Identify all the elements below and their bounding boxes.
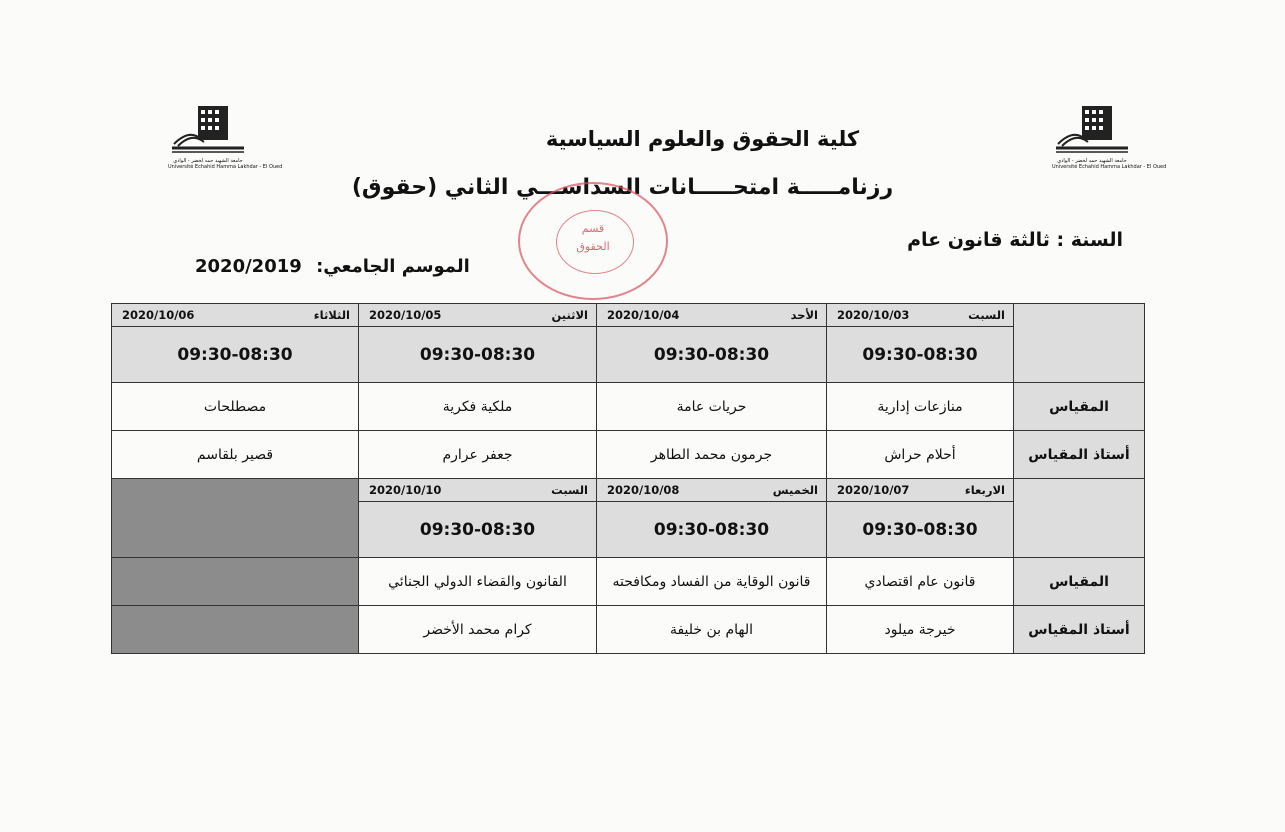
teacher-label-cell: أستاذ المقياس <box>1014 606 1145 654</box>
season-caption: الموسم الجامعي: <box>316 256 470 277</box>
logo-caption: جامعة الشهيد حمه لخضر - الوادي Université Echahid Hamma Lakhdar - El Oued <box>1052 158 1167 170</box>
time-cell: 09:30-08:30 <box>359 502 597 558</box>
table-row-teachers-week1 <box>112 431 1145 479</box>
stamp-text-1: قسم <box>581 222 605 235</box>
day-header-cell: 2020/10/07 الاربعاء <box>827 479 1014 502</box>
teacher-cell: كرام محمد الأخضر <box>359 606 597 654</box>
teacher-cell: خيرجة ميلود <box>827 606 1014 654</box>
empty-dark-cell <box>112 606 359 654</box>
time-cell: 09:30-08:30 <box>112 327 359 383</box>
table-row-subjects-week1 <box>112 383 1145 431</box>
day-header-cell: 2020/10/03 السبت <box>827 304 1014 327</box>
time-cell: 09:30-08:30 <box>827 502 1014 558</box>
day-header-cell: 2020/10/04 الأحد <box>597 304 827 327</box>
year-label: السنة : ثالثة قانون عام <box>907 229 1123 251</box>
teacher-cell: جعفر عرارم <box>359 431 597 479</box>
time-cell: 09:30-08:30 <box>359 327 597 383</box>
time-cell: 09:30-08:30 <box>597 502 827 558</box>
table-row-teachers-week2 <box>112 606 1145 654</box>
corner-cell <box>1014 304 1145 383</box>
time-cell: 09:30-08:30 <box>597 327 827 383</box>
empty-dark-cell <box>112 479 359 558</box>
day-header-cell: 2020/10/08 الخميس <box>597 479 827 502</box>
corner-cell <box>1014 479 1145 558</box>
empty-dark-cell <box>112 558 359 606</box>
season-value: 2020/2019 <box>195 256 302 277</box>
teacher-cell: الهام بن خليفة <box>597 606 827 654</box>
logo-caption: جامعة الشهيد حمه لخضر - الوادي Université Echahid Hamma Lakhdar - El Oued <box>168 158 283 170</box>
day-header-cell: 2020/10/05 الاثنين <box>359 304 597 327</box>
teacher-cell: قصير بلقاسم <box>112 431 359 479</box>
subject-cell: القانون والقضاء الدولي الجنائي <box>359 558 597 606</box>
teacher-cell: جرمون محمد الطاهر <box>597 431 827 479</box>
teacher-cell: أحلام حراش <box>827 431 1014 479</box>
day-header-cell: 2020/10/10 السبت <box>359 479 597 502</box>
subject-cell: منازعات إدارية <box>827 383 1014 431</box>
schedule-title: رزنامـــــة امتحـــــانات السداســـي الثاني (حقوق) <box>351 175 894 200</box>
table-row-days-week1 <box>112 304 1145 327</box>
subject-cell: قانون الوقاية من الفساد ومكافحته <box>597 558 827 606</box>
table-row-times-week1 <box>112 327 1145 383</box>
subject-label-cell: المقياس <box>1014 383 1145 431</box>
teacher-label-cell: أستاذ المقياس <box>1014 431 1145 479</box>
table-row-subjects-week2 <box>112 558 1145 606</box>
subject-cell: ملكية فكرية <box>359 383 597 431</box>
exam-schedule-table <box>111 303 1145 654</box>
department-stamp <box>518 182 668 300</box>
season-label <box>195 256 470 277</box>
time-cell: 09:30-08:30 <box>827 327 1014 383</box>
faculty-title: كلية الحقوق والعلوم السياسية <box>545 127 860 151</box>
subject-cell: حريات عامة <box>597 383 827 431</box>
stamp-text-2: الحقوق <box>576 240 610 253</box>
subject-cell: قانون عام اقتصادي <box>827 558 1014 606</box>
table-row-days-week2 <box>112 479 1145 502</box>
subject-label-cell: المقياس <box>1014 558 1145 606</box>
subject-cell: مصطلحات <box>112 383 359 431</box>
day-header-cell: 2020/10/06 الثلاثاء <box>112 304 359 327</box>
